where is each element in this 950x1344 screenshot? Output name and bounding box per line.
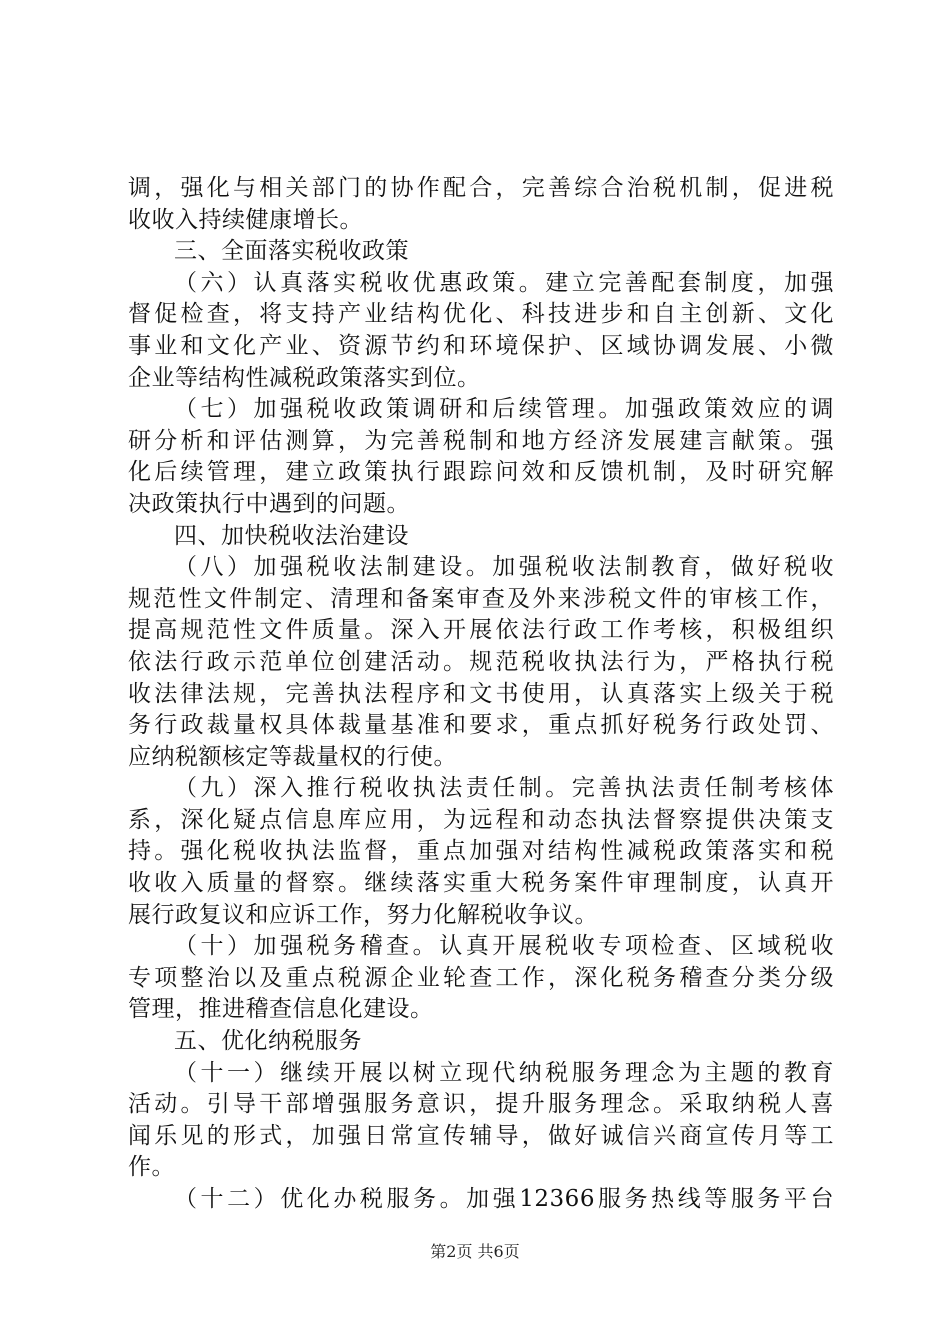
document-body: [128, 173, 834, 1216]
text-line: （八）加强税收法制建设。加强税收法制教育，做好税收: [174, 554, 834, 581]
text-line: 收收入质量的督察。继续落实重大税务案件审理制度，认真开: [128, 870, 834, 897]
text-line: （十二）优化办税服务。加强12366服务热线等服务平台: [174, 1186, 834, 1212]
section-heading: 五、优化纳税服务: [174, 1028, 362, 1055]
text-line: 事业和文化产业、资源节约和环境保护、区域协调发展、小微: [128, 332, 834, 359]
text-line: 规范性文件制定、清理和备案审查及外来涉税文件的审核工作，: [128, 585, 834, 612]
text-line: （七）加强税收政策调研和后续管理。加强政策效应的调: [174, 396, 834, 423]
text-line: 收法律法规，完善执法程序和文书使用，认真落实上级关于税: [128, 680, 834, 707]
text-line: 系，深化疑点信息库应用，为远程和动态执法督察提供决策支: [128, 806, 834, 833]
text-line: （六）认真落实税收优惠政策。建立完善配套制度，加强: [174, 269, 834, 296]
text-line: 作。: [128, 1154, 175, 1181]
text-line: 务行政裁量权具体裁量基准和要求，重点抓好税务行政处罚、: [128, 712, 834, 739]
text-line: 闻乐见的形式，加强日常宣传辅导，做好诚信兴商宣传月等工: [128, 1122, 834, 1149]
section-heading: 三、全面落实税收政策: [174, 238, 409, 265]
text-line: 化后续管理，建立政策执行跟踪问效和反馈机制，及时研究解: [128, 459, 834, 486]
text-line: 督促检查，将支持产业结构优化、科技进步和自主创新、文化: [128, 301, 834, 328]
text-line: 活动。引导干部增强服务意识，提升服务理念。采取纳税人喜: [128, 1091, 834, 1118]
section-heading: 四、加快税收法治建设: [174, 522, 409, 549]
page-footer: 第2页 共6页: [430, 1242, 520, 1261]
text-line: 调，强化与相关部门的协作配合，完善综合治税机制，促进税: [128, 175, 834, 201]
text-line: 专项整治以及重点税源企业轮查工作，深化税务稽查分类分级: [128, 964, 834, 991]
text-line: 持。强化税收执法监督，重点加强对结构性减税政策落实和税: [128, 838, 834, 865]
text-line: 展行政复议和应诉工作，努力化解税收争议。: [128, 901, 598, 928]
text-line: 提高规范性文件质量。深入开展依法行政工作考核，积极组织: [128, 617, 834, 644]
text-line: （九）深入推行税收执法责任制。完善执法责任制考核体: [174, 775, 834, 802]
text-line: 研分析和评估测算，为完善税制和地方经济发展建言献策。强: [128, 427, 834, 454]
text-line: 应纳税额核定等裁量权的行使。: [128, 743, 457, 770]
text-line: 管理，推进稽查信息化建设。: [128, 996, 434, 1023]
text-line: （十）加强税务稽查。认真开展税收专项检查、区域税收: [174, 933, 834, 960]
text-line: 收收入持续健康增长。: [128, 206, 363, 233]
text-line: （十一）继续开展以树立现代纳税服务理念为主题的教育: [174, 1059, 834, 1086]
text-line: 决政策执行中遇到的问题。: [128, 490, 410, 517]
text-line: 企业等结构性减税政策落实到位。: [128, 364, 481, 391]
text-line: 依法行政示范单位创建活动。规范税收执法行为，严格执行税: [128, 648, 834, 675]
